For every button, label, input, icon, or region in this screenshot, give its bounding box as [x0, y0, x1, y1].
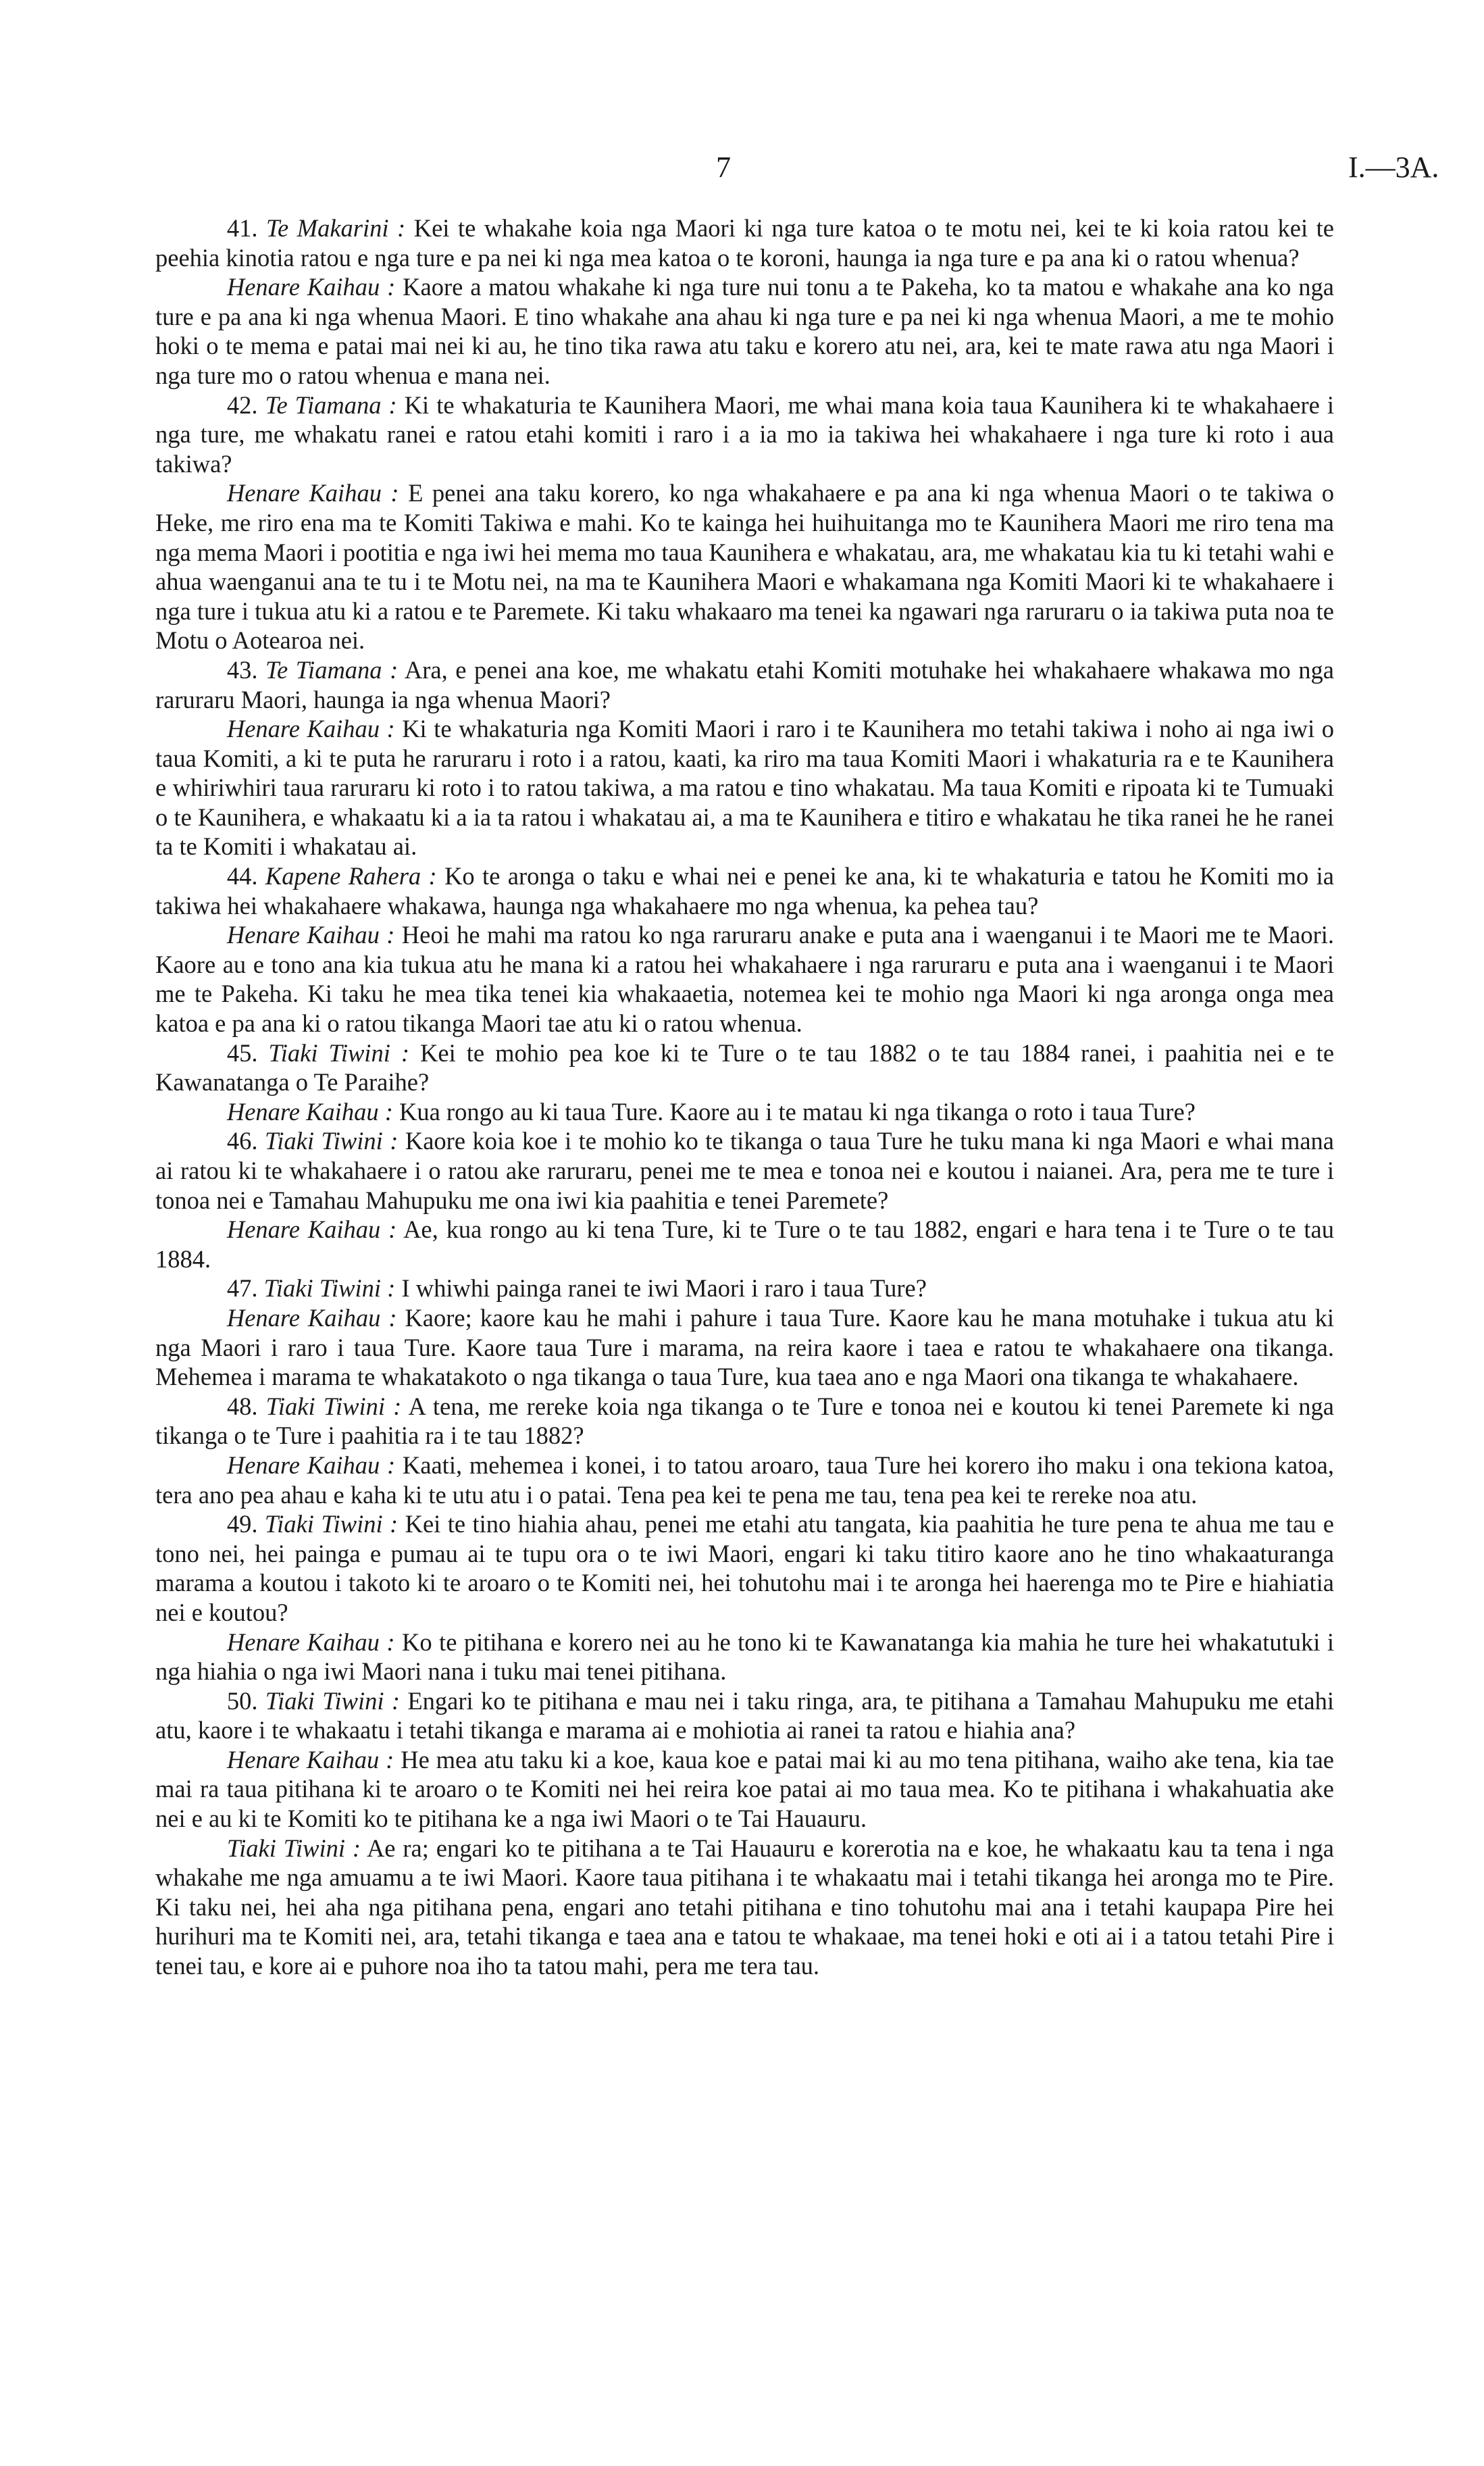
- question-paragraph: [155, 655, 1334, 714]
- speaker-name: Henare Kaihau :: [226, 1745, 394, 1773]
- paragraph-text: Kua rongo au ki taua Ture. Kaore au i te matau ki nga tikanga o roto i taua Ture?: [399, 1097, 1196, 1126]
- answer-paragraph: [155, 1745, 1334, 1834]
- speaker-name: Te Makarini :: [266, 214, 406, 242]
- paragraph-text: Ki te whakaturia te Kaunihera Maori, me whai mana koia taua Kaunihera ki te whakahaere i nga ture, me whakatu ranei e ratou etahi komiti i raro i a ia mo ia takiwa hei whakahaere i nga ture ki roto i aua takiwa?: [155, 391, 1335, 478]
- answer-paragraph: [155, 1215, 1334, 1274]
- document-code: I.—3A.: [1348, 151, 1439, 184]
- speaker-name: Henare Kaihau :: [226, 1628, 395, 1656]
- paragraph-text: I whiwhi painga ranei te iwi Maori i raro i taua Ture?: [401, 1274, 927, 1303]
- question-number: 43.: [226, 655, 258, 684]
- speaker-name: Tiaki Tiwini :: [226, 1834, 361, 1862]
- speaker-name: Henare Kaihau :: [226, 1303, 397, 1332]
- question-paragraph: [155, 1509, 1334, 1627]
- speaker-name: Te Tiamana :: [265, 391, 397, 419]
- paragraph-text: Ara, e penei ana koe, me whakatu etahi Komiti motuhake hei whakahaere whakawa mo nga raruraru Maori, haunga ia nga whenua Maori?: [155, 655, 1334, 713]
- speaker-name: Tiaki Tiwini :: [265, 1392, 402, 1420]
- answer-paragraph: [155, 478, 1334, 655]
- question-paragraph: [155, 861, 1334, 920]
- question-paragraph: [155, 1686, 1334, 1745]
- speaker-name: Henare Kaihau :: [226, 1215, 397, 1244]
- paragraph-text: Engari ko te pitihana e mau nei i taku ringa, ara, te pitihana a Tamahau Mahupuku me etahi atu, kaore i te whakaatu i tetahi tikanga e marama ai e mohiotia ai ranei ta ratou e hiahia ana?: [155, 1686, 1334, 1744]
- answer-paragraph: [155, 920, 1334, 1038]
- speaker-name: Henare Kaihau :: [226, 715, 395, 743]
- speaker-name: Henare Kaihau :: [226, 1097, 393, 1126]
- paragraph-text: He mea atu taku ki a koe, kaua koe e patai mai ki au mo tena pitihana, waiho ake tena, kia tae mai ra taua pitihana ki te aroaro o te Komiti nei hei reira koe patai ai mo taua mea. Ko te pitihana i whakahuatia ake nei e au ki te Komiti ko te pitihana ke a nga iwi Maori o te Tai Hauauru.: [155, 1745, 1334, 1833]
- paragraph-text: Ko te pitihana e korero nei au he tono ki te Kawanatanga kia mahia he ture hei whakatutuki i nga hiahia o nga iwi Maori nana i tuku mai tenei pitihana.: [155, 1628, 1335, 1686]
- paragraph-text: Heoi he mahi ma ratou ko nga raruraru anake e puta ana i waenganui i te Maori me te Maori. Kaore au e tono ana kia tukua atu he mana ki a ratou hei whakahaere i nga raruraru e puta ana i waenganui i te Maori me te Pakeha. Ki taku he mea tika tenei kia whakaaetia, notemea kei te mohio nga Maori ki nga aronga onga mea katoa e pa ana ki o ratou tikanga Maori tae atu ki o ratou whenua.: [155, 921, 1334, 1038]
- paragraph-text: Kaati, mehemea i konei, i to tatou aroaro, taua Ture hei korero iho maku i ona tekiona katoa, tera ano pea ahau e kaha ki te utu atu i o patai. Tena pea kei te pena me tau, tena pea kei te rereke noa atu.: [155, 1451, 1334, 1509]
- page-header: [0, 150, 1484, 191]
- speaker-name: Tiaki Tiwini :: [265, 1686, 401, 1715]
- question-number: 47.: [226, 1274, 258, 1303]
- speaker-name: Henare Kaihau :: [226, 921, 395, 949]
- question-paragraph: [155, 213, 1334, 272]
- paragraph-text: Kei te mohio pea koe ki te Ture o te tau 1882 o te tau 1884 ranei, i paahitia nei e te Kawanatanga o Te Paraihe?: [155, 1038, 1335, 1097]
- speaker-name: Tiaki Tiwini :: [264, 1127, 399, 1155]
- paragraph-text: Ko te aronga o taku e whai nei e penei ke ana, ki te whakaturia e tatou he Komiti mo ia takiwa hei whakahaere whakawa, haunga nga whakahaere mo nga whenua, ka pehea tau?: [155, 862, 1335, 920]
- answer-paragraph: [155, 272, 1334, 390]
- question-paragraph: [155, 1126, 1334, 1215]
- paragraph-text: Kei te whakahe koia nga Maori ki nga ture katoa o te motu nei, kei te ki koia ratou kei te peehia kinotia ratou e nga ture e pa nei ki nga mea katoa o te koroni, haunga ia nga ture e pa ana ki o ratou whenua?: [155, 214, 1335, 272]
- speaker-name: Te Tiamana :: [265, 655, 399, 684]
- answer-paragraph: [155, 714, 1334, 861]
- question-paragraph: [155, 1392, 1334, 1451]
- paragraph-text: Kei te tino hiahia ahau, penei me etahi atu tangata, kia paahitia he ture pena te ahua me tau e tono nei, hei painga e pumau ai te tupu ora o te iwi Maori, engari ki taku titiro kaore ano he tino whakaaturanga marama a koutou i takoto ki te aroaro o te Komiti nei, hei tohutohu mai i te aronga hei haerenga mo te Pire e hiahiatia nei e koutou?: [155, 1510, 1335, 1626]
- paragraph-text: Ae ra; engari ko te pitihana a te Tai Hauauru e korerotia na e koe, he whakaatu kau ta tena i nga whakahe me nga amuamu a te iwi Maori. Kaore taua pitihana i te whakaatu mai i tetahi tikanga hei aronga mo te Pire. Ki taku nei, hei aha nga pitihana pena, engari ano tetahi pitihana e tino tohutohu mai ana i tetahi kaupapa Pire hei hurihuri ma te Komiti nei, ara, tetahi tikanga e taea ana e tatou te whakaae, ma tenei hoki e oti ai i a tatou tetahi Pire i tenei tau, e kore ai e puhore noa iho ta tatou mahi, pera me tera tau.: [155, 1834, 1334, 1980]
- question-paragraph: [155, 391, 1334, 479]
- answer-paragraph: [155, 1628, 1334, 1686]
- speaker-name: Henare Kaihau :: [226, 1451, 396, 1479]
- page-number: 7: [716, 151, 731, 184]
- question-number: 46.: [226, 1127, 258, 1155]
- paragraph-text: Kaore koia koe i te mohio ko te tikanga o taua Ture he tuku mana ki nga Maori e whai mana ai ratou ki te whakahaere i o ratou ake raruraru, penei me te mea e tonoa nei e koutou i naianei. Ara, pera me te ture i tonoa nei e Tamahau Mahupuku me ona iwi kia paahitia e tenei Paremete?: [155, 1127, 1335, 1214]
- document-body: [155, 213, 1334, 1981]
- speaker-name: Henare Kaihau :: [226, 479, 399, 507]
- answer-paragraph: [155, 1834, 1334, 1981]
- answer-paragraph: [155, 1097, 1334, 1127]
- paragraph-text: Ki te whakaturia nga Komiti Maori i raro i te Kaunihera mo tetahi takiwa i noho ai nga iwi o taua Komiti, a ki te puta he raruraru i roto i a ratou, kaati, ka riro ma taua Komiti Maori i whakaturia ra e te Kaunihera e whiriwhiri taua raruraru ki roto i to ratou takiwa, a ma ratou e tino whakatau. Ma taua Komiti e ripoata ki te Tumuaki o te Kaunihera, e whakaatu ki a ia ta ratou i whakatau ai, a ma te Kaunihera e titiro e whakatau he tika ranei he he ranei ta te Komiti i whakatau ai.: [155, 715, 1334, 861]
- paragraph-text: Ae, kua rongo au ki tena Ture, ki te Ture o te tau 1882, engari e hara tena i te Ture o te tau 1884.: [155, 1215, 1334, 1273]
- speaker-name: Tiaki Tiwini :: [264, 1510, 399, 1538]
- speaker-name: Tiaki Tiwini :: [268, 1038, 410, 1067]
- question-number: 49.: [226, 1510, 258, 1538]
- answer-paragraph: [155, 1303, 1334, 1392]
- speaker-name: Kapene Rahera :: [265, 862, 437, 890]
- question-number: 42.: [226, 391, 258, 419]
- question-paragraph: [155, 1038, 1334, 1097]
- question-paragraph: [155, 1274, 1334, 1303]
- paragraph-text: Kaore; kaore kau he mahi i pahure i taua Ture. Kaore kau he mana motuhake i tukua atu ki nga Maori i raro i taua Ture. Kaore taua Ture i marama, na reira kaore i taea e ratou te whakahaere ona tikanga. Mehemea i marama te whakatakoto o nga tikanga o taua Ture, kua taea ano e nga Maori ona tikanga te whakahaere.: [155, 1303, 1334, 1391]
- paragraph-text: A tena, me rereke koia nga tikanga o te Ture e tonoa nei e koutou ki tenei Paremete ki nga tikanga o te Ture i paahitia ra i te tau 1882?: [155, 1392, 1334, 1450]
- paragraph-text: E penei ana taku korero, ko nga whakahaere e pa ana ki nga whenua Maori o te takiwa o Heke, me riro ena ma te Komiti Takiwa e mahi. Ko te kainga hei huihuitanga mo te Kaunihera Maori me riro tena ma nga mema Maori i pootitia e nga iwi hei mema mo taua Kaunihera e whakatau, ara, me whakatau kia tu ki tetahi wahi e ahua waenganui ana te tu i te Motu nei, na ma te Kaunihera Maori e whakamana nga Komiti Maori ki te whakahaere i nga ture i tukua atu ki a ratou e te Paremete. Ki taku whakaaro ma tenei ka ngawari nga raruraru o ia takiwa puta noa te Motu o Aotearoa nei.: [155, 479, 1334, 655]
- question-number: 41.: [226, 214, 258, 242]
- question-number: 45.: [226, 1038, 258, 1067]
- speaker-name: Tiaki Tiwini :: [263, 1274, 396, 1303]
- question-number: 44.: [226, 862, 258, 890]
- speaker-name: Henare Kaihau :: [226, 273, 396, 301]
- answer-paragraph: [155, 1451, 1334, 1509]
- paragraph-text: Kaore a matou whakahe ki nga ture nui tonu a te Pakeha, ko ta matou e whakahe ana ko nga ture e pa ana ki nga whenua Maori. E tino whakahe ana ahau ki nga ture e pa nei ki nga whenua Maori, a me te mohio hoki o te mema e patai mai nei ki au, he tino tika rawa atu taku e korero atu nei, ara, kei te mate rawa atu nga Maori i nga ture mo o ratou whenua e mana nei.: [155, 273, 1334, 389]
- question-number: 50.: [226, 1686, 258, 1715]
- question-number: 48.: [226, 1392, 258, 1420]
